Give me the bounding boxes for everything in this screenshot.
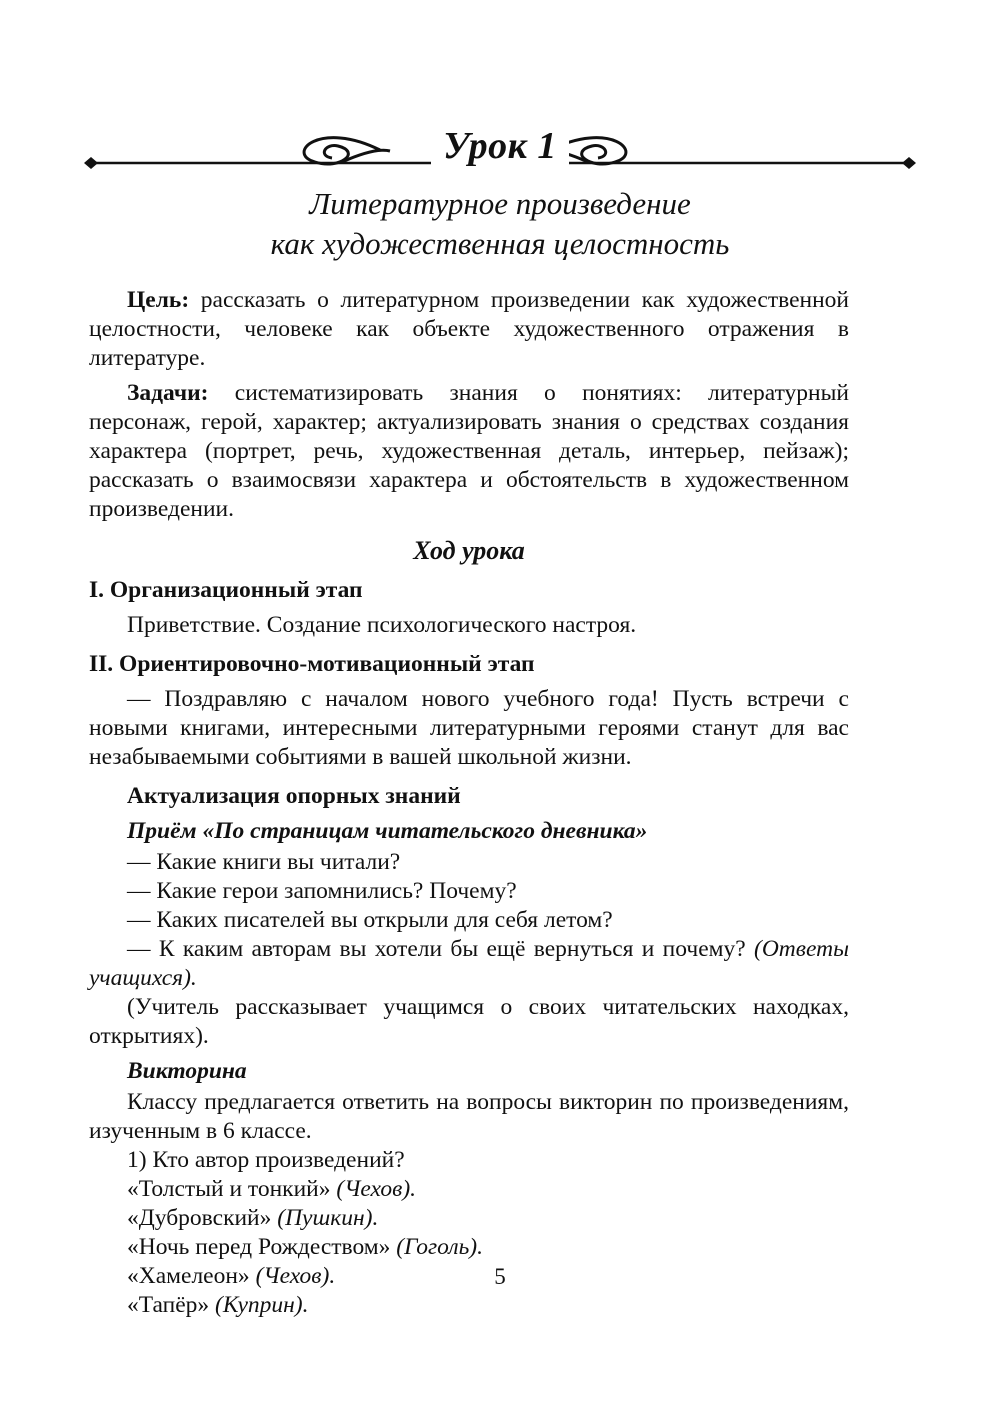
goal-paragraph	[89, 286, 849, 373]
section2-title: II. Ориентировочно-мотивационный этап	[89, 651, 535, 677]
quiz-intro: Классу предлагается ответить на вопросы викторин по произведениям, изученным в 6 классе.	[89, 1089, 849, 1144]
quiz-author: (Гоголь).	[390, 1234, 483, 1260]
subtitle-line-1: Литературное произведение	[309, 186, 691, 221]
tasks-label: Задачи:	[127, 380, 209, 406]
lesson-header	[80, 118, 920, 190]
quiz-item	[89, 1233, 849, 1262]
quiz-author: (Чехов).	[330, 1176, 417, 1202]
answers-note: (Ответы учащихся).	[89, 936, 849, 991]
goal-label: Цель:	[127, 287, 190, 313]
quiz-work: «Ночь перед Рождеством»	[127, 1234, 391, 1260]
teacher-note: (Учитель рассказывает учащимся о своих читательских находках, открытиях).	[89, 994, 849, 1049]
goal-text: рассказать о литературном произведении как художественной целостности, человеке как объекте художественного отражения в литературе.	[89, 287, 849, 371]
quiz-question-1: 1) Кто автор произведений?	[127, 1147, 405, 1173]
question-2: — Какие герои запомнились? Почему?	[127, 878, 517, 904]
lesson-title-text: Урок 1	[431, 125, 569, 167]
page-number: 5	[494, 1264, 506, 1289]
quiz-work: «Толстый и тонкий»	[127, 1176, 331, 1202]
quiz-author: (Пушкин).	[271, 1205, 379, 1231]
quiz-item	[89, 1291, 849, 1320]
lesson-subtitle	[80, 184, 920, 264]
tasks-text: систематизировать знания о понятиях: литературный персонаж, герой, характер; актуализировать знания о средствах создания характера (портрет, речь, художественная деталь, интерьер, пейзаж); рассказать о взаимосвязи характера и обстоятельств в художественном произведении.	[89, 380, 849, 522]
quiz-work: «Дубровский»	[127, 1205, 272, 1231]
question-4	[89, 935, 849, 993]
section1-title: I. Организационный этап	[89, 577, 363, 603]
question-1: — Какие книги вы читали?	[127, 849, 401, 875]
quiz-author: (Чехов).	[249, 1263, 336, 1289]
lesson-course-heading: Ход урока	[413, 536, 525, 565]
quiz-item	[89, 1204, 849, 1233]
quiz-work: «Тапёр»	[127, 1292, 210, 1318]
subtitle-line-2: как художественная целостность	[270, 226, 730, 261]
quiz-title: Викторина	[127, 1058, 247, 1084]
quiz-author: (Куприн).	[209, 1292, 309, 1318]
quiz-work: «Хамелеон»	[127, 1263, 250, 1289]
lesson-title	[80, 118, 920, 174]
quiz-item	[89, 1175, 849, 1204]
section2-text: — Поздравляю с началом нового учебного года! Пусть встречи с новыми книгами, интересными литературными героями станут для вас незабываемыми событиями в вашей школьной жизни.	[89, 686, 849, 770]
technique-title: Приём «По страницам читательского дневника»	[127, 818, 648, 844]
actualization-title: Актуализация опорных знаний	[127, 783, 461, 809]
question-4-text: — К каким авторам вы хотели бы ещё вернуться и почему?	[127, 936, 746, 962]
lesson-body	[89, 286, 849, 1320]
tasks-paragraph	[89, 379, 849, 524]
section1-text: Приветствие. Создание психологического настроя.	[127, 612, 637, 638]
question-3: — Каких писателей вы открыли для себя летом?	[127, 907, 613, 933]
